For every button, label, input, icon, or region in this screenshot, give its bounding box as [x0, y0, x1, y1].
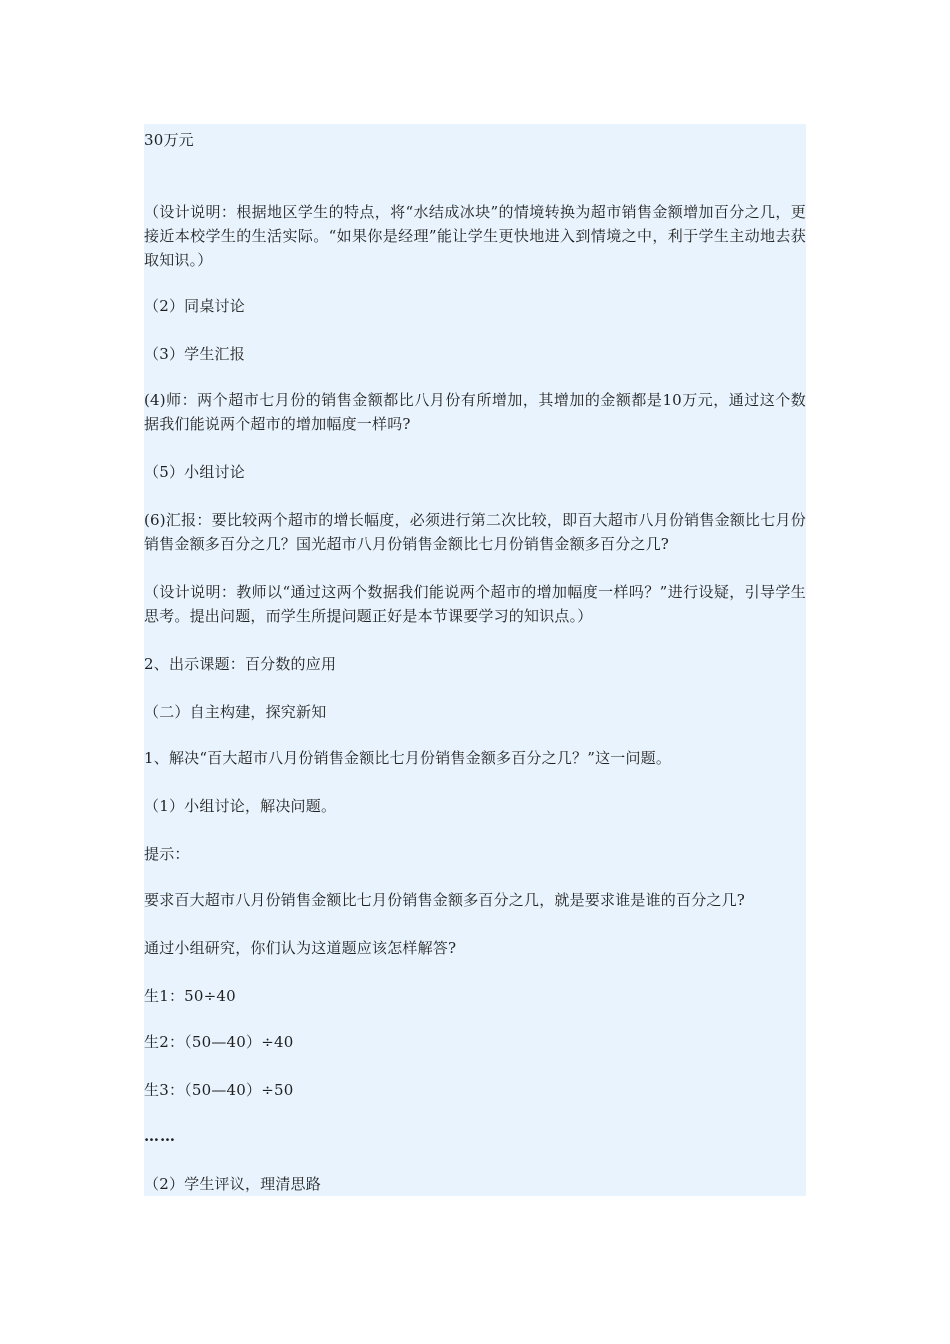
paragraph-group-research: 通过小组研究，你们认为这道题应该怎样解答?	[144, 939, 457, 957]
paragraph-group-discussion: （5）小组讨论	[144, 463, 245, 481]
paragraph-show-topic: 2、出示课题：百分数的应用	[144, 655, 337, 673]
paragraph-report-comparison: (6)汇报：要比较两个超市的增长幅度，必须进行第二次比较，即百大超市八月份销售金额比七月份销售金额多百分之几？国光超市八月份销售金额比七月份销售金额多百分之几?	[144, 511, 806, 553]
paragraph-student-3-answer: 生3：（50—40）÷50	[144, 1081, 294, 1099]
paragraph-student-1-answer: 生1：50÷40	[144, 987, 236, 1005]
paragraph-desk-discussion: （2）同桌讨论	[144, 297, 245, 315]
paragraph-student-report: （3）学生汇报	[144, 345, 245, 363]
paragraph-student-review: （2）学生评议，理清思路	[144, 1175, 321, 1193]
paragraph-design-note-1: （设计说明：根据地区学生的特点，将“水结成冰块”的情境转换为超市销售金额增加百分之几，更接近本校学生的生活实际。“如果你是经理”能让学生更快地进入到情境之中，利于学生主动地去获取知识。）	[144, 203, 806, 269]
paragraph-hint-text: 要求百大超市八月份销售金额比七月份销售金额多百分之几，就是要求谁是谁的百分之几?	[144, 891, 746, 909]
paragraph-design-note-2: （设计说明：教师以“通过这两个数据我们能说两个超市的增加幅度一样吗？”进行设疑，引导学生思考。提出问题，而学生所提问题正好是本节课要学习的知识点。）	[144, 583, 806, 625]
section-heading-explore: （二）自主构建，探究新知	[144, 703, 327, 721]
paragraph-hint-label: 提示：	[144, 845, 190, 863]
paragraph-30-wan-yuan: 30万元	[144, 131, 194, 149]
document-content	[144, 124, 806, 1196]
paragraph-ellipsis: ……	[144, 1127, 176, 1145]
paragraph-group-solve: （1）小组讨论，解决问题。	[144, 797, 337, 815]
paragraph-student-2-answer: 生2：（50—40）÷40	[144, 1033, 294, 1051]
paragraph-solve-problem: 1、解决“百大超市八月份销售金额比七月份销售金额多百分之几？”这一问题。	[144, 749, 672, 767]
paragraph-teacher-question: (4)师：两个超市七月份的销售金额都比八月份有所增加，其增加的金额都是10万元，通过这个数据我们能说两个超市的增加幅度一样吗?	[144, 391, 806, 433]
